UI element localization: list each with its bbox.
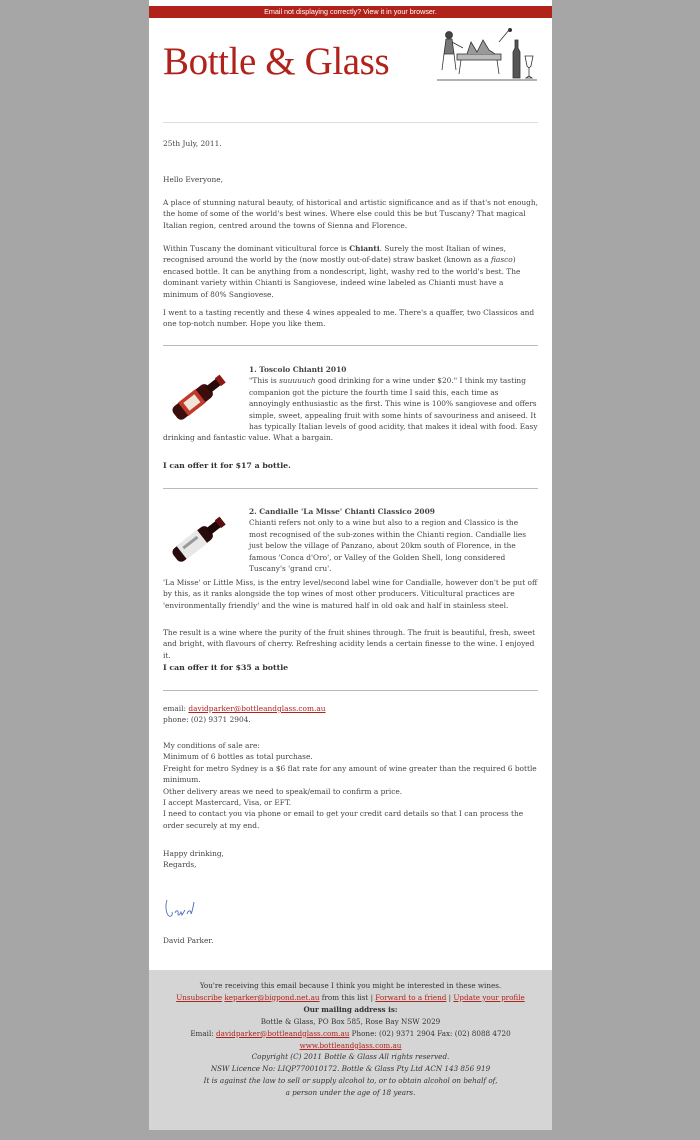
handwritten-signature-icon [163,896,203,920]
wine-description: Chianti refers not only to a wine but also to a region and Classico is the most recognised of the sub-zones within the Chianti region. Candialle lies just below the village of Panzano, about 20km south of Florence, in the famous 'Conca d'Oro', or Valley of the Golden Shell, long considered Tuscany's 'grand cru'. [249,518,527,574]
wine-description-3: The result is a wine where the purity of the fruit shines through. The fruit is beautiful, fresh, sweet and bright, with flavours of cherry. Refreshing acidity lends a certain finesse to the wine. I enjoyed it. [163,628,536,660]
intro-paragraph-1: A place of stunning natural beauty, of historical and artistic significance and as if that's not enough, the home of some of the world's best wines. Where else could this be but Tuscany? That magical Italian region, centred around the towns of Sienna and Florence. [163,198,539,230]
fiasco-italic: fiasco [490,255,513,265]
condition-item: I accept Mastercard, Visa, or EFT. [163,798,292,808]
wine-bottle-icon [163,508,235,570]
intro-paragraph-3: I went to a tasting recently and these 4 wines appealed to me. There's a quaffer, two Classicos and one top-notch number. Hope you like them. [163,308,535,329]
footer-email-label: Email: [190,1028,216,1038]
sender-name: David Parker. [163,936,214,945]
view-in-browser-link[interactable]: Email not displaying correctly? View it in your browser. [149,6,552,18]
email-footer [149,970,552,1130]
chianti-bold: Chianti [349,244,380,253]
wine-title: 1. Toscolo Chianti 2010 [249,365,347,374]
divider [163,690,538,691]
divider [163,345,538,346]
separator: | [446,992,454,1002]
wine-item-2 [163,506,538,574]
wine-offer-price: I can offer it for $17 a bottle. [163,461,291,470]
conditions-heading: My conditions of sale are: [163,741,260,750]
footer-notice: You're receiving this email because I think you might be interested in these wines. [199,981,502,990]
para2-text-b: . Surely the most Italian of wines, recognised around the world by the (now mostly out-of-date) straw basket (known as a [163,244,507,265]
divider [163,122,538,123]
mailing-address: Bottle & Glass, PO Box 585, Rose Bay NSW 2029 [260,1016,441,1026]
conditions-of-sale [163,740,538,831]
signoff-line: Happy drinking, [163,849,224,858]
wine-title: 2. Candialle 'La Misse' Chianti Classico 2009 [249,507,435,516]
intro-paragraph-2 [163,243,538,300]
letter-date: 25th July, 2011. [163,139,222,148]
wine-item-1 [163,364,538,444]
wine-bottle-icon [163,366,235,428]
divider [163,488,538,489]
wine-desc-em: suuuuuch [279,376,316,386]
condition-item: Minimum of 6 bottles as total purchase. [163,752,313,762]
footer-contact [149,1028,552,1040]
wine-desc-a: "This is [249,376,280,386]
website-link[interactable]: www.bottleandglass.com.au [299,1040,402,1050]
footer-phone-fax: Phone: (02) 9371 2904 Fax: (02) 8088 4720 [349,1028,511,1038]
from-list-text: from this list | [319,992,376,1002]
svg-text:David: David [183,919,186,920]
update-profile-link[interactable]: Update your profile [453,992,525,1002]
subscriber-email-link[interactable]: keparker@bigpond.net.au [224,992,320,1002]
licence: NSW Licence No: LIQP770010172. Bottle & Glass Pty Ltd ACN 143 856 919 [210,1064,491,1074]
para2-text-a: Within Tuscany the dominant viticultural force is [163,244,350,253]
legal-notice: a person under the age of 18 years. [285,1088,416,1098]
email-label: email: [163,704,187,713]
contact-email-link[interactable]: davidparker@bottleandglass.com.au [188,704,326,713]
wine-description-2: 'La Misse' or Little Miss, is the entry level/second label wine for Candialle, however don't be put off by this, as it ranks alongside the top wines of most other producers. Viticultural practices are 'environmentally friendly' and the wine is matured half in old oak and half in stainless steel. [163,578,538,610]
signoff-line: Regards, [163,860,197,870]
email-body [149,0,552,1130]
bottle-glass-illustration-icon [437,28,537,84]
footer-email-link[interactable]: davidparker@bottleandglass.com.au [215,1028,350,1038]
contact-info [163,703,538,726]
wine-offer-price: I can offer it for $35 a bottle [163,663,289,672]
condition-item: Freight for metro Sydney is a $6 flat rate for any amount of wine greater than the required 6 bottle minimum. [163,763,537,785]
para2-text-c: ) encased bottle. It can be anything from a nondescript, light, washy red to the world's best. The dominant variety within Chianti is Sangiovese, indeed wine labeled as Chianti must have a minimum of 80% Sangiovese. [163,255,521,299]
contact-phone: phone: (02) 9371 2904. [163,715,251,725]
greeting: Hello Everyone, [163,175,223,184]
condition-item: I need to contact you via phone or email to get your credit card details so that I can process the order securely at my end. [163,809,524,830]
unsubscribe-link[interactable]: Unsubscribe [176,992,223,1002]
forward-to-friend-link[interactable]: Forward to a friend [375,992,447,1002]
signoff [163,848,538,871]
brand-title: Bottle & Glass [163,40,390,83]
mailing-address-heading: Our mailing address is: [303,1004,398,1014]
legal-notice: It is against the law to sell or supply alcohol to, or to obtain alcohol on behalf of, [203,1076,498,1086]
copyright: Copyright (C) 2011 Bottle & Glass All rights reserved. [251,1052,450,1062]
condition-item: Other delivery areas we need to speak/email to confirm a price. [163,786,403,796]
wine-desc-b: good drinking for a wine under $20." I think my tasting companion got the picture the fourth time I said this, each time as annoyingly enthusiastic as the first. This wine is 100% sangiovese and offers simple, sweet, appealing fruit with some hints of savouriness and aniseed. It has typically Italian levels of good acidity, that makes it ideal with food. Easy drinking and fantastic value. What a bargain. [163,376,538,443]
footer-links [149,992,552,1004]
